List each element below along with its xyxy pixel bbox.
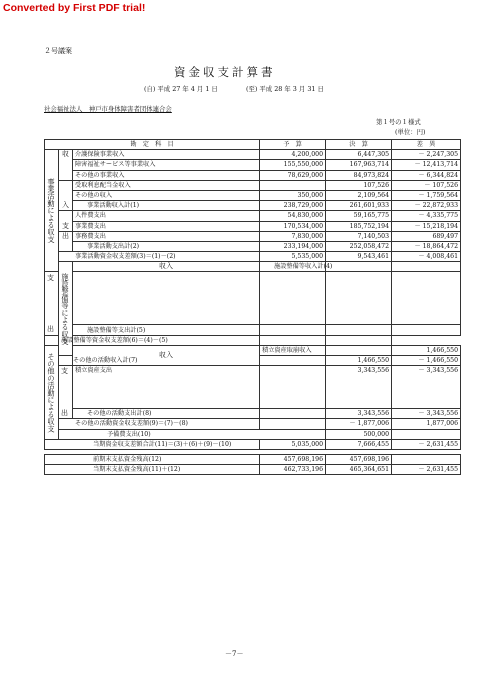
section-facility: 施設整備等による収支 xyxy=(59,262,73,356)
actual-cell: 107,526 xyxy=(326,180,392,190)
diff-cell: 689,497 xyxy=(392,231,461,241)
budget-cell xyxy=(260,325,326,335)
budget-cell xyxy=(260,409,326,419)
diff-cell: 1,877,006 xyxy=(392,419,461,429)
budget-cell xyxy=(260,419,326,429)
row-label: 事業費支出 xyxy=(73,221,260,231)
header-diff: 差 異 xyxy=(392,140,461,150)
row-label: その他の事業収入 xyxy=(73,170,260,180)
actual-cell: 261,601,933 xyxy=(326,201,392,211)
budget-cell: 457,698,196 xyxy=(260,454,326,464)
diff-cell: － 15,218,194 xyxy=(392,221,461,231)
diff-cell: － 2,247,305 xyxy=(392,150,461,160)
row-label: 事業活動支出計(2) xyxy=(73,241,260,251)
row-label: 施設整備等資金収支差額(6)＝(4)－(5) xyxy=(45,335,73,345)
table-row xyxy=(45,419,461,429)
diff-cell: － 22,872,933 xyxy=(392,201,461,211)
period-from: (自) 平成 27 年 4 月 1 日 xyxy=(144,85,218,93)
cash-flow-table xyxy=(44,139,461,475)
row-label: 積立資産支出 xyxy=(73,366,260,409)
row-label: 障害福祉サービス等事業収入 xyxy=(73,160,260,170)
actual-cell: 1,466,550 xyxy=(326,356,392,366)
table-row xyxy=(45,345,461,355)
actual-cell: 6,447,305 xyxy=(326,150,392,160)
budget-cell: 155,550,000 xyxy=(260,160,326,170)
row-label: その他の活動収入計(7) xyxy=(59,356,73,366)
actual-cell: 252,058,472 xyxy=(326,241,392,251)
row-label: 受取利息配当金収入 xyxy=(73,180,260,190)
table-row xyxy=(45,160,461,170)
diff-cell: － 2,631,455 xyxy=(392,439,461,449)
header-actual: 決 算 xyxy=(326,140,392,150)
table-row xyxy=(45,262,461,272)
actual-cell xyxy=(260,335,326,345)
diff-cell: － 3,343,556 xyxy=(392,409,461,419)
budget-cell: 233,194,000 xyxy=(260,241,326,251)
organization-name: 社会福祉法人 神戸市身体障害者団体連合会 xyxy=(44,105,172,113)
diff-cell: － 4,335,775 xyxy=(392,211,461,221)
diff-cell: － 2,631,455 xyxy=(392,465,461,475)
sub-facility-expense-top: 支 xyxy=(47,273,54,282)
actual-cell: 457,698,196 xyxy=(326,454,392,464)
diff-cell: － 3,343,556 xyxy=(392,366,461,409)
budget-cell xyxy=(260,272,326,325)
diff-cell: － 1,759,564 xyxy=(392,190,461,200)
row-label: 介護保険事業収入 xyxy=(73,150,260,160)
page-number: －7－ xyxy=(225,650,244,658)
budget-cell xyxy=(260,180,326,190)
sub-other-expense-top: 支 xyxy=(61,366,68,375)
row-label: 当期資金収支差額合計(11)＝(3)＋(6)＋(9)－(10) xyxy=(45,439,260,449)
actual-cell: 185,752,194 xyxy=(326,221,392,231)
table-row xyxy=(45,465,461,475)
budget-cell xyxy=(260,366,326,409)
diff-cell: － 6,344,824 xyxy=(392,170,461,180)
diff-cell xyxy=(392,325,461,335)
row-label: その他の収入 xyxy=(73,190,260,200)
sub-other-expense-bottom: 出 xyxy=(61,408,68,417)
actual-cell: 2,109,564 xyxy=(326,190,392,200)
actual-cell xyxy=(326,325,392,335)
row-label: 施設整備等収入計(4) xyxy=(260,262,326,272)
sub-other-expense xyxy=(59,366,73,419)
period-to: (至) 平成 28 年 3 月 31 日 xyxy=(246,85,324,93)
sub-facility-expense xyxy=(45,272,59,335)
actual-cell: 167,963,714 xyxy=(326,160,392,170)
pdf-trial-banner: Converted by First PDF trial! xyxy=(3,2,146,14)
header-item: 勘 定 科 目 xyxy=(45,140,260,150)
table-row xyxy=(45,150,461,160)
budget-cell: 5,035,000 xyxy=(260,439,326,449)
sub-expense-bottom: 出 xyxy=(59,231,73,251)
sub-income-bottom: 入 xyxy=(59,180,73,211)
sub-facility-expense-bottom: 出 xyxy=(47,324,54,333)
actual-cell: 59,165,775 xyxy=(326,211,392,221)
header-row xyxy=(45,140,461,150)
actual-cell: 9,543,461 xyxy=(326,252,392,262)
row-label: その他の活動資金収支差額(9)＝(7)－(8) xyxy=(59,419,260,429)
row-label: 当期末支払資金残高(11)＋(12) xyxy=(45,465,260,475)
budget-cell xyxy=(260,356,326,366)
table-row xyxy=(45,241,461,251)
diff-cell xyxy=(392,272,461,325)
budget-cell: 238,729,000 xyxy=(260,201,326,211)
budget-cell: 4,200,000 xyxy=(260,150,326,160)
budget-cell: 5,535,000 xyxy=(260,252,326,262)
row-label: 予備費支出(10) xyxy=(59,429,326,439)
diff-cell xyxy=(326,335,392,345)
row-label: 前期末支払資金残高(12) xyxy=(45,454,260,464)
actual-cell: 3,343,556 xyxy=(326,409,392,419)
budget-cell: 78,629,000 xyxy=(260,170,326,180)
actual-cell xyxy=(392,262,461,272)
diff-cell: － 18,864,472 xyxy=(392,241,461,251)
budget-cell: 500,000 xyxy=(326,429,392,439)
actual-cell: 7,140,503 xyxy=(326,231,392,241)
document-title: 資金収支計算書 xyxy=(174,65,276,79)
budget-cell: 54,830,000 xyxy=(260,211,326,221)
diff-cell: － 4,008,461 xyxy=(392,252,461,262)
row-label: 事業活動収入計(1) xyxy=(73,201,260,211)
diff-cell: － 107,526 xyxy=(392,180,461,190)
budget-cell: 350,000 xyxy=(260,190,326,200)
actual-cell: 84,973,824 xyxy=(326,170,392,180)
table-row xyxy=(45,454,461,464)
table-row xyxy=(45,335,461,345)
budget-cell xyxy=(326,345,392,355)
budget-cell xyxy=(326,262,392,272)
actual-cell: 3,343,556 xyxy=(326,366,392,409)
unit-label: (単位：円) xyxy=(395,128,426,136)
table-row xyxy=(45,231,461,241)
table-row xyxy=(45,272,461,325)
table-row xyxy=(45,439,461,449)
table-row xyxy=(45,180,461,190)
row-label: 積立資産取崩収入 xyxy=(260,345,326,355)
diff-cell xyxy=(392,454,461,464)
row-label: その他の活動支出計(8) xyxy=(73,409,260,419)
table-row xyxy=(45,252,461,262)
table-row xyxy=(45,429,461,439)
table-row xyxy=(45,211,461,221)
diff-cell: － 1,466,550 xyxy=(392,356,461,366)
sub-expense-top: 支 xyxy=(59,211,73,231)
section-other: その他の活動による収支 xyxy=(45,345,59,439)
table-row xyxy=(45,201,461,211)
sub-other-income: 収入 xyxy=(73,345,260,365)
table-row xyxy=(45,170,461,180)
section-business: 事業活動による収支 xyxy=(45,150,59,272)
budget-cell: 170,534,000 xyxy=(260,221,326,231)
actual-cell xyxy=(326,272,392,325)
budget-cell: 462,733,196 xyxy=(260,465,326,475)
diff-cell: － 12,413,714 xyxy=(392,160,461,170)
row-label: 施設整備等支出計(5) xyxy=(73,325,260,335)
form-number: 第１号の１様式 xyxy=(376,118,421,126)
actual-cell: 1,466,550 xyxy=(392,345,461,355)
sub-facility-income: 収入 xyxy=(73,262,260,272)
actual-cell xyxy=(392,429,461,439)
table-row xyxy=(45,409,461,419)
table-row xyxy=(45,325,461,335)
budget-cell: 7,830,000 xyxy=(260,231,326,241)
row-label: 人件費支出 xyxy=(73,211,260,221)
actual-cell: 465,364,651 xyxy=(326,465,392,475)
row-label: 事業活動資金収支差額(3)＝(1)－(2) xyxy=(59,252,260,262)
row-label xyxy=(73,272,260,325)
actual-cell: － 1,877,006 xyxy=(326,419,392,429)
table-row xyxy=(45,221,461,231)
actual-cell: 7,666,455 xyxy=(326,439,392,449)
table-row xyxy=(45,366,461,409)
sub-income-top: 収 xyxy=(59,150,73,181)
table-row xyxy=(45,190,461,200)
agenda-label: ２号議案 xyxy=(44,47,72,55)
row-label: 事務費支出 xyxy=(73,231,260,241)
header-budget: 予 算 xyxy=(260,140,326,150)
